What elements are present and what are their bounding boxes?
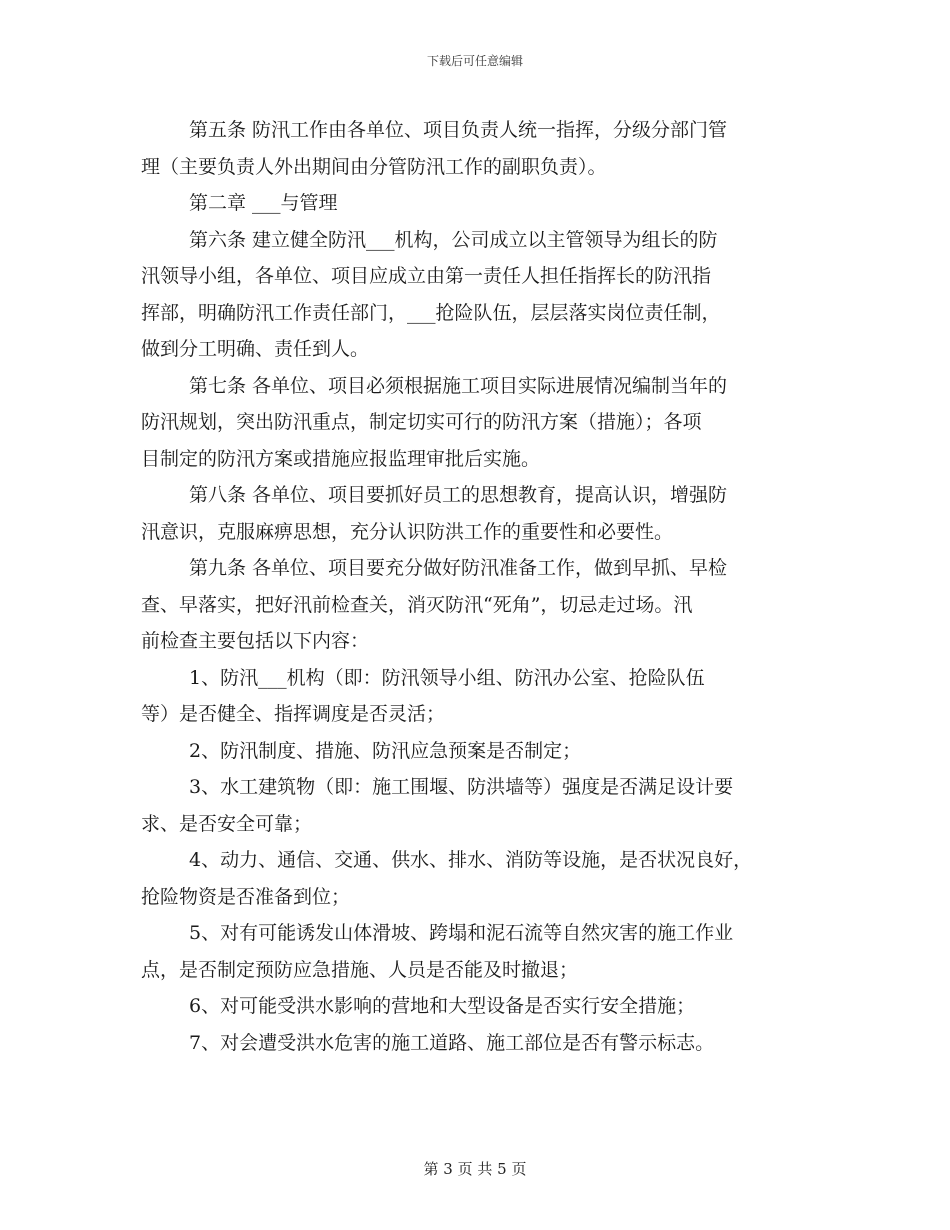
text-line: 抢险物资是否准备到位；	[141, 885, 351, 908]
text-line: 第六条 建立健全防汛___机构，公司成立以主管领导为组长的防	[189, 228, 718, 251]
text-line: 做到分工明确、责任到人。	[141, 338, 370, 360]
text-line: 第九条 各单位、项目要充分做好防汛准备工作，做到早抓、早检	[189, 557, 728, 579]
text-line: 2、防汛制度、措施、防汛应急预案是否制定；	[189, 739, 582, 762]
text-line: 第八条 各单位、项目要抓好员工的思想教育，提高认识，增强防	[189, 484, 728, 506]
text-line: 等）是否健全、指挥调度是否灵活；	[141, 703, 446, 725]
text-line: 5、对有可能诱发山体滑坡、跨塌和泥石流等自然灾害的施工作业	[189, 922, 734, 944]
text-line: 1、防汛___机构（即：防汛领导小组、防汛办公室、抢险队伍	[189, 666, 705, 689]
text-line: 挥部，明确防汛工作责任部门，___抢险队伍，层层落实岗位责任制，	[141, 301, 721, 324]
text-line: 第二章 ___与管理	[189, 192, 338, 214]
document-body	[141, 112, 821, 1061]
text-line: 防汛规划，突出防汛重点，制定切实可行的防汛方案（措施）；各项	[141, 411, 702, 433]
text-line: 4、动力、通信、交通、供水、排水、消防等设施，是否状况良好，	[189, 849, 753, 871]
text-line: 点，是否制定预防应急措施、人员是否能及时撤退；	[141, 958, 579, 981]
text-line: 前检查主要包括以下内容：	[141, 630, 370, 652]
text-line: 求、是否安全可靠；	[141, 812, 313, 835]
text-line: 第七条 各单位、项目必须根据施工项目实际进展情况编制当年的	[189, 374, 728, 397]
page-footer: 第 3 页 共 5 页	[423, 1160, 527, 1178]
text-line: 7、对会遭受洪水危害的施工道路、施工部位是否有警示标志。	[189, 1031, 715, 1054]
text-line: 第五条 防汛工作由各单位、项目负责人统一指挥，分级分部门管	[189, 119, 728, 141]
page-header: 下载后可任意编辑	[426, 54, 523, 68]
text-line: 3、水工建筑物（即：施工围堰、防洪墙等）强度是否满足设计要	[189, 776, 734, 798]
text-line: 汛意识，克服麻痹思想，充分认识防洪工作的重要性和必要性。	[141, 520, 674, 543]
text-line: 理（主要负责人外出期间由分管防汛工作的副职负责）。	[141, 155, 607, 178]
text-line: 目制定的防汛方案或措施应报监理审批后实施。	[141, 447, 541, 470]
text-line: 6、对可能受洪水影响的营地和大型设备是否实行安全措施；	[189, 995, 696, 1017]
text-line: 查、早落实，把好汛前检查关，消灭防汛“死角”，切忌走过场。汛	[141, 593, 693, 616]
text-line: 汛领导小组，各单位、项目应成立由第一责任人担任指挥长的防汛指	[141, 265, 712, 287]
